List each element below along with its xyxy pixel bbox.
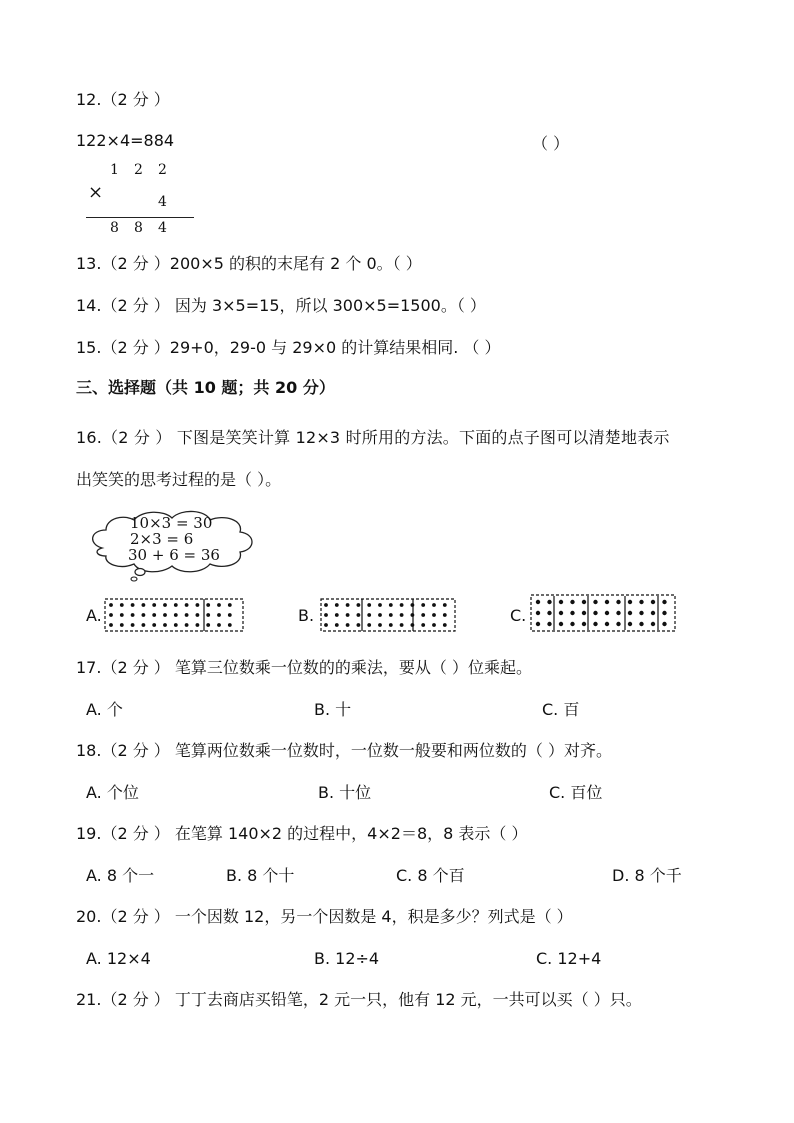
option-c[interactable]: C. 12+4 xyxy=(536,949,602,968)
option-c[interactable]: C. 百位 xyxy=(549,783,603,802)
top-digit: 2 xyxy=(158,162,167,178)
dot xyxy=(411,623,415,627)
option-a-label[interactable]: A. xyxy=(86,606,102,625)
dot xyxy=(421,603,425,607)
dot xyxy=(662,611,666,615)
dot xyxy=(131,613,135,617)
dot xyxy=(367,603,371,607)
dot xyxy=(152,613,156,617)
option-c-label[interactable]: C. xyxy=(510,606,527,625)
dot xyxy=(174,623,178,627)
dot xyxy=(411,603,415,607)
section-heading: 三、选择题（共 10 题；共 20 分） xyxy=(76,378,335,397)
dot xyxy=(570,611,574,615)
dot xyxy=(163,623,167,627)
question-16-line1: 16.（2 分 ） 下图是笑笑计算 12×3 时所用的方法。下面的点子图可以清楚地表示 xyxy=(76,428,670,447)
option-d[interactable]: D. 8 个千 xyxy=(612,866,682,885)
dot xyxy=(389,613,393,617)
dot xyxy=(432,603,436,607)
dot xyxy=(628,611,632,615)
dot xyxy=(378,603,382,607)
dot-diagram-c[interactable] xyxy=(530,594,676,632)
dot xyxy=(378,623,382,627)
dot xyxy=(547,600,551,604)
question-21: 21.（2 分 ） 丁丁去商店买铅笔，2 元一只，他有 12 元，一共可以买（ ）只。 xyxy=(76,990,642,1009)
dot xyxy=(432,623,436,627)
dot xyxy=(400,603,404,607)
dot xyxy=(217,603,221,607)
option-a[interactable]: A. 8 个一 xyxy=(86,866,155,885)
result-digit: 4 xyxy=(158,220,167,236)
dot xyxy=(651,611,655,615)
question-12-equation: 122×4=884 xyxy=(76,131,175,150)
answer-blank-12[interactable]: （ ） xyxy=(532,134,570,153)
dot xyxy=(628,600,632,604)
dot xyxy=(357,613,361,617)
dot xyxy=(228,603,232,607)
dot xyxy=(163,603,167,607)
dot xyxy=(217,623,221,627)
dot xyxy=(196,613,200,617)
dot xyxy=(142,603,146,607)
option-b[interactable]: B. 十位 xyxy=(318,783,372,802)
dot xyxy=(582,600,586,604)
option-a[interactable]: A. 个 xyxy=(86,700,123,719)
result-digit: 8 xyxy=(110,220,119,236)
dot xyxy=(616,611,620,615)
question-18: 18.（2 分 ） 笔算两位数乘一位数时，一位数一般要和两位数的（ ）对齐。 xyxy=(76,741,612,760)
dot xyxy=(142,613,146,617)
dot xyxy=(559,611,563,615)
dot xyxy=(559,622,563,626)
question-12-stem: 12.（2 分 ） xyxy=(76,90,170,109)
dot xyxy=(432,613,436,617)
dot xyxy=(152,603,156,607)
dot xyxy=(163,613,167,617)
dot xyxy=(582,611,586,615)
dot xyxy=(335,613,339,617)
multiplier-digit: 4 xyxy=(158,194,167,210)
dot xyxy=(228,623,232,627)
vertical-multiplication xyxy=(76,160,206,240)
dot xyxy=(443,603,447,607)
question-13: 13.（2 分 ）200×5 的积的末尾有 2 个 0。（ ） xyxy=(76,254,422,273)
dot xyxy=(593,622,597,626)
dot xyxy=(131,603,135,607)
dot xyxy=(131,623,135,627)
option-a[interactable]: A. 个位 xyxy=(86,783,139,802)
cloud-text xyxy=(130,515,220,563)
dot xyxy=(570,600,574,604)
dot xyxy=(421,623,425,627)
dot xyxy=(639,600,643,604)
question-14: 14.（2 分 ） 因为 3×5=15，所以 300×5=1500。（ ） xyxy=(76,296,486,315)
dot xyxy=(389,623,393,627)
dot xyxy=(335,603,339,607)
dot xyxy=(443,613,447,617)
dot xyxy=(547,622,551,626)
dot xyxy=(570,622,574,626)
dot xyxy=(593,611,597,615)
dot xyxy=(120,603,124,607)
dot xyxy=(324,603,328,607)
dot xyxy=(217,613,221,617)
dot xyxy=(367,623,371,627)
dot xyxy=(536,600,540,604)
dot xyxy=(142,623,146,627)
dot xyxy=(324,623,328,627)
dot xyxy=(605,622,609,626)
dot xyxy=(196,603,200,607)
times-sign: × xyxy=(88,182,104,203)
dot-diagram-b[interactable] xyxy=(320,598,456,632)
question-17: 17.（2 分 ） 笔算三位数乘一位数的的乘法，要从（ ）位乘起。 xyxy=(76,658,532,677)
dot xyxy=(605,611,609,615)
dot xyxy=(367,613,371,617)
option-c[interactable]: C. 百 xyxy=(542,700,580,719)
question-15: 15.（2 分 ）29+0，29-0 与 29×0 的计算结果相同. （ ） xyxy=(76,338,501,357)
dot xyxy=(152,623,156,627)
option-b[interactable]: B. 十 xyxy=(314,700,352,719)
dot xyxy=(120,623,124,627)
dot xyxy=(651,600,655,604)
dot xyxy=(346,623,350,627)
dot-diagram-a[interactable] xyxy=(104,598,244,632)
result-digit: 8 xyxy=(134,220,143,236)
dot xyxy=(174,603,178,607)
dot xyxy=(228,613,232,617)
dot xyxy=(357,623,361,627)
dot xyxy=(120,613,124,617)
thought-cloud xyxy=(84,508,264,582)
dot xyxy=(616,600,620,604)
option-b[interactable]: B. 8 个十 xyxy=(226,866,295,885)
underline-rule xyxy=(86,217,194,218)
option-b[interactable]: B. 12÷4 xyxy=(314,949,380,968)
dot xyxy=(324,613,328,617)
dot xyxy=(196,623,200,627)
cloud-line: 10×3 = 30 xyxy=(130,514,213,532)
dot xyxy=(639,622,643,626)
dot xyxy=(536,622,540,626)
dot xyxy=(443,623,447,627)
dot xyxy=(357,603,361,607)
dot xyxy=(582,622,586,626)
dot xyxy=(185,603,189,607)
dot xyxy=(411,613,415,617)
cloud-line: 2×3 = 6 xyxy=(130,530,194,548)
dot xyxy=(593,600,597,604)
option-b-label[interactable]: B. xyxy=(298,606,315,625)
option-c[interactable]: C. 8 个百 xyxy=(396,866,465,885)
dot xyxy=(400,613,404,617)
dot xyxy=(400,623,404,627)
top-digit: 2 xyxy=(134,162,143,178)
dot xyxy=(559,600,563,604)
dot xyxy=(174,613,178,617)
dot xyxy=(628,622,632,626)
dot xyxy=(639,611,643,615)
dot xyxy=(109,623,113,627)
dot xyxy=(206,623,210,627)
dot xyxy=(605,600,609,604)
dot xyxy=(346,613,350,617)
dot xyxy=(206,613,210,617)
dot xyxy=(389,603,393,607)
dot xyxy=(616,622,620,626)
dot xyxy=(421,613,425,617)
question-16-line2: 出笑笑的思考过程的是（ ）。 xyxy=(76,470,282,489)
dot xyxy=(662,600,666,604)
dot xyxy=(651,622,655,626)
dot xyxy=(109,603,113,607)
dot xyxy=(662,622,666,626)
dot xyxy=(206,603,210,607)
dot xyxy=(378,613,382,617)
dot xyxy=(536,611,540,615)
dot xyxy=(335,623,339,627)
dot xyxy=(109,613,113,617)
dot xyxy=(346,603,350,607)
cloud-line: 30 + 6 = 36 xyxy=(128,546,220,564)
dot xyxy=(547,611,551,615)
question-19: 19.（2 分 ） 在笔算 140×2 的过程中，4×2＝8，8 表示（ ） xyxy=(76,824,528,843)
dot xyxy=(185,613,189,617)
option-a[interactable]: A. 12×4 xyxy=(86,949,151,968)
dot xyxy=(185,623,189,627)
top-digit: 1 xyxy=(110,162,119,178)
question-20: 20.（2 分 ） 一个因数 12，另一个因数是 4，积是多少？列式是（ ） xyxy=(76,907,573,926)
